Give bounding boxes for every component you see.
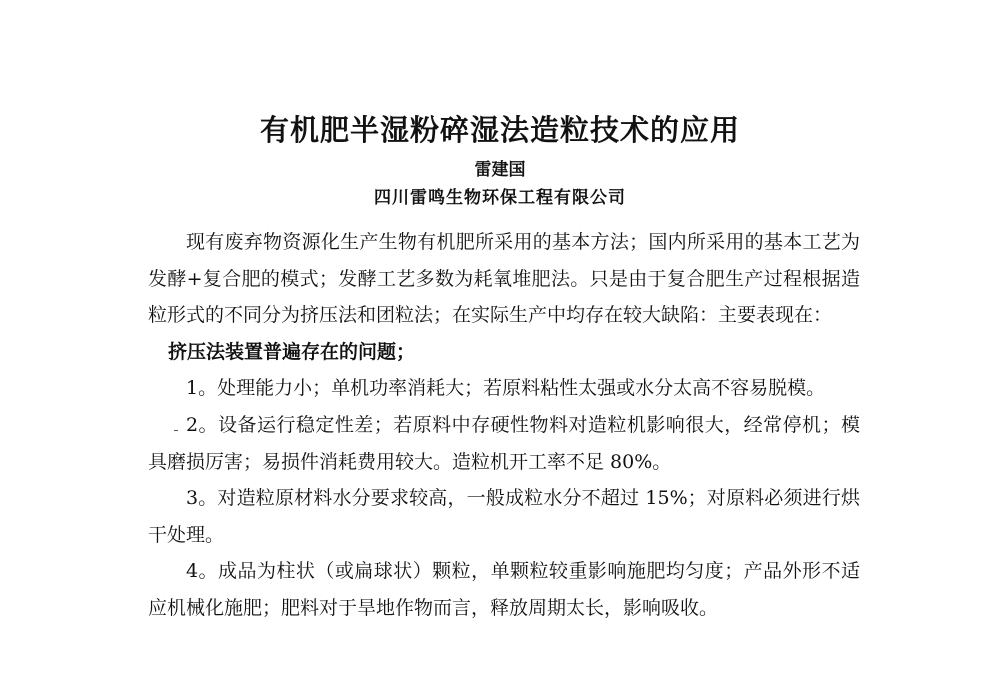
author-name: 雷建国	[474, 160, 526, 180]
author-affiliation: 四川雷鸣生物环保工程有限公司	[374, 188, 626, 208]
document-body	[148, 224, 860, 627]
list-item: 1。处理能力小；单机功率消耗大；若原料粘性太强或水分太高不容易脱模。	[186, 377, 826, 400]
list-item: 4。成品为柱状（或扁球状）颗粒，单颗粒较重影响施肥均匀度；产品外形不适应机械化施肥；肥料对于旱地作物而言，释放周期太长，影响吸收。	[148, 560, 860, 619]
document-title: 有机肥半湿粉碎湿法造粒技术的应用	[259, 113, 740, 147]
list-item: 3。对造粒原材料水分要求较高，一般成粒水分不超过 15%；对原料必须进行烘干处理。	[148, 487, 860, 546]
section-heading: 挤压法装置普遍存在的问题；	[168, 340, 416, 363]
intro-paragraph: 现有废弃物资源化生产生物有机肥所采用的基本方法；国内所采用的基本工艺为发酵+复合肥的模式；发酵工艺多数为耗氧堆肥法。只是由于复合肥生产过程根据造粒形式的不同分为挤压法和团粒法；在实际生产中均存在较大缺陷：主要表现在：	[148, 231, 860, 327]
list-item: 2。设备运行稳定性差；若原料中存硬性物料对造粒机影响很大，经常停机；模具磨损厉害；易损件消耗费用较大。造粒机开工率不足 80%。	[148, 413, 860, 473]
scan-artifact	[174, 430, 178, 431]
